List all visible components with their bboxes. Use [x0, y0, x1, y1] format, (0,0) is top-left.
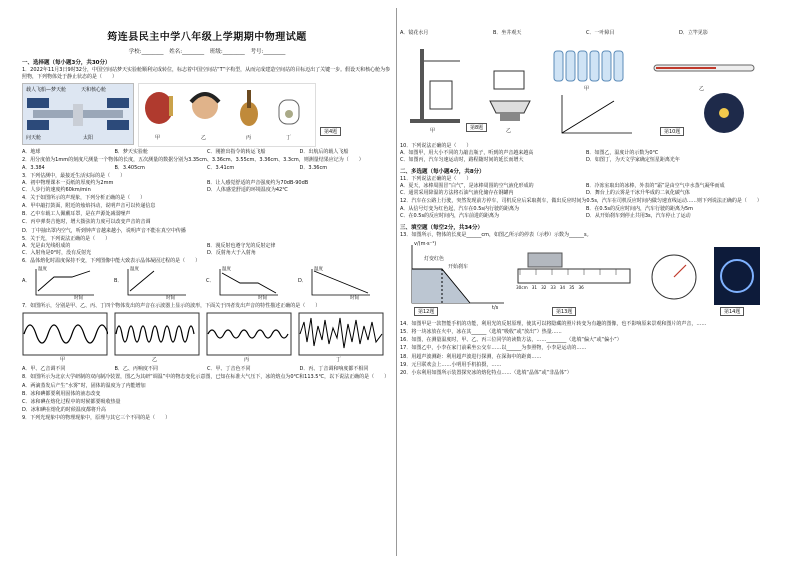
- school-field[interactable]: 学校:________: [128, 49, 164, 55]
- q6-c-ylabel: 温度: [222, 267, 231, 273]
- label-wentian: 问天舱: [26, 135, 42, 142]
- right-column: [400, 0, 772, 562]
- wave-ding: [298, 312, 384, 364]
- ruler-tick: 34: [559, 284, 566, 290]
- question-3-options: [22, 180, 392, 194]
- q4-caption: 第4题: [320, 127, 341, 136]
- q8-q10-figures: [400, 41, 772, 141]
- q7-waveforms: [22, 312, 392, 364]
- q2-option-c[interactable]: C．3.41cm: [207, 164, 235, 171]
- q12-brake-label: 开始刹车: [448, 263, 469, 270]
- name-field[interactable]: 姓名:________: [169, 49, 205, 55]
- question-2-options: [22, 165, 392, 172]
- number-field[interactable]: 考号:________: [250, 49, 286, 55]
- q6-graph-d-label: D．: [298, 278, 307, 285]
- q6-graph-c[interactable]: [206, 267, 284, 301]
- question-15: 15．将一块冰放在火中，冰在其______（选填“吸收”或“放出”）热量……: [400, 329, 562, 336]
- question-18: 18．用超声波测距：利用超声波进行探测，在深海中的距离……: [400, 353, 542, 360]
- question-5-options: [22, 243, 392, 257]
- q9-option-c[interactable]: C．一叶障目: [586, 30, 615, 36]
- question-12: 12．汽车在公路上行驶，突然发现前方停车，司机反应后采取刹车，做出反应时间为0.5s，汽车在司机反应时间内做匀速直线运动……则下列说法正确的是（ ）: [400, 198, 762, 205]
- question-10: 10．下列说法正确的是（ ）: [400, 143, 472, 149]
- q13-caption: 第13题: [552, 307, 576, 316]
- wave-jia: [22, 312, 108, 364]
- question-1: 1．2022年11月3日9时32分，中国空间站梦天实验舱顺利完成转位，标志着中国空间站“T”字构型，从而完成建造空间站的目标迈出了关键一步。假设天和核心舱为参照物，下列物体处于静止状态的是（ ）: [22, 67, 391, 81]
- section-3-heading: 三、填空题（每空2分，共34分）: [400, 224, 483, 231]
- q4-label-ding: 丁: [286, 135, 292, 142]
- wave-jia-label: 甲: [60, 357, 66, 364]
- q7-option-a[interactable]: A．甲、乙音调不同: [22, 366, 66, 373]
- q13-ruler-ticks: [516, 285, 584, 290]
- q4-option-b[interactable]: B．乙中车载工人佩戴耳罩，是在声源处减弱噪声: [22, 211, 131, 218]
- q7-option-b[interactable]: B．乙、丙响度不同: [114, 366, 158, 373]
- q12-xlabel: t/s: [492, 304, 499, 311]
- q6-d-ylabel: 温度: [314, 267, 323, 273]
- question-12-options: [400, 206, 772, 220]
- section-1-heading: 一、选择题（每小题3分，共30分）: [22, 60, 111, 66]
- class-field[interactable]: 班级:________: [209, 49, 245, 55]
- q12-q14-figures: [400, 241, 772, 319]
- q8-option-d[interactable]: D．冰和碘在熔化的时候温度都将升高: [22, 407, 106, 414]
- q6-graphs: [22, 267, 392, 301]
- wave-ding-label: 丁: [336, 357, 342, 364]
- q8-option-c[interactable]: C．冰和碘在熔化过程中的时候都要吸收热量: [22, 399, 121, 406]
- question-5: 5．关于光，下列说法正确的是（ ）: [22, 235, 111, 242]
- q14-caption: 第14题: [720, 307, 744, 316]
- wave-yi: [114, 312, 200, 364]
- q6-graph-b-label: B．: [114, 278, 123, 285]
- q2-option-b[interactable]: B．3.405cm: [114, 164, 145, 171]
- column-divider: [396, 8, 397, 556]
- q4-label-jia: 甲: [155, 135, 161, 142]
- q10-option-c[interactable]: C．如图丙，汽车匀速运动时，路程随时间的延长而增大: [400, 157, 524, 164]
- question-1-options: [22, 149, 392, 156]
- section-2-heading: 二、多选题（每小题4分，共8分）: [400, 169, 485, 176]
- label-sun: 太阳: [83, 135, 94, 142]
- q4-option-d[interactable]: D．丁中抽出罩内空气，听到钟声音越来越小，说明声音不能在真空中传播: [22, 227, 186, 234]
- question-7: 7．如图所示，分别是甲、乙、丙、丁四个物体发出的声音在示波器上显示的波形，下面关于四者发出声音的特性描述正确的是（ ）: [22, 303, 321, 310]
- q12-graph: [400, 241, 510, 319]
- question-7-options: [22, 366, 392, 373]
- q5-option-d[interactable]: D．反射角大于入射角: [207, 250, 256, 257]
- space-station-image: [22, 83, 134, 145]
- left-column: [22, 0, 392, 562]
- q12-option-b[interactable]: B．在0.5s的反应时间内，汽车行驶的距离为5m: [586, 205, 694, 212]
- q5-option-b[interactable]: B．漫反射也遵守光的反射定律: [207, 243, 276, 250]
- question-3: 3．下列估测中，最接近生活实际的是（ ）: [22, 172, 126, 179]
- q10-label-yi: 乙: [699, 86, 705, 92]
- q11-option-a[interactable]: A．夏天，冰棒周围冒“白气”，是冰棒周围的空气液化形成的: [400, 183, 534, 190]
- wave-bing: [206, 312, 292, 364]
- q10-caption: 第10题: [660, 127, 684, 136]
- q12-light-label: 灯变红色: [424, 255, 445, 262]
- question-20: 20．小东利用如图所示装置探究冰的熔化特点……（选填“晶体”或“非晶体”）: [400, 370, 572, 377]
- q2-option-a[interactable]: A．3.384: [22, 164, 45, 171]
- question-11: 11．下列说法正确的是（ ）: [400, 176, 472, 183]
- q11-option-d[interactable]: D．舞台上的云雾是干冰升华成的二氧化碳气体: [586, 190, 690, 197]
- q9-option-b[interactable]: B．坐井观天: [493, 30, 522, 36]
- q14-figure: [634, 241, 764, 319]
- ruler-tick: 31: [531, 284, 538, 290]
- q6-a-ylabel: 温度: [38, 267, 47, 273]
- q12-option-a[interactable]: A．从信号灯变为红色起，汽车在0.5s内行驶的距离为: [400, 205, 519, 212]
- q10-label-jia: 甲: [584, 86, 590, 92]
- q4-label-yi: 乙: [201, 135, 207, 142]
- question-11-options: [400, 183, 772, 197]
- q6-a-xlabel: 时间: [74, 296, 83, 302]
- question-9: 9．下列光现象中的物理现象中，原理与其它三个不同的是（ ）: [22, 415, 171, 422]
- q4-option-c[interactable]: C．丙中弹奏吉他时，增大拨弦的力度可以改变声音的音调: [22, 219, 151, 226]
- q8-caption: 第8题: [466, 123, 487, 132]
- q9-option-a[interactable]: A．镜花水月: [400, 30, 429, 36]
- question-17: 17．如图乙中，小李在家门前乘坐公交车……以______为参照物，小李是运动的……: [400, 345, 587, 352]
- q9-option-d[interactable]: D．立竿见影: [679, 30, 708, 36]
- question-2: 2．用分度值为1mm的刻度尺测量一个物体的长度，五次测量的数据分别为3.35cm、3.36cm、3.55cm、3.36cm、3.3cm，则测量结果应记为（ ）: [22, 157, 364, 164]
- q3-option-c[interactable]: C．人步行的速度约60km/min: [22, 186, 91, 193]
- question-8: 8．如图所示为北京大学研制的双向制冷装置，图乙为其研“调温”中的物态变化示意图，已知在标准大气压下，冰的熔点为0℃和113.5℃，以下说法正确的是（ ）: [22, 374, 390, 381]
- q6-graph-a[interactable]: [22, 267, 100, 301]
- q6-graph-d[interactable]: [298, 267, 376, 301]
- q10-option-d[interactable]: D．如图丁，为天文学家确定恒星距离光年: [586, 157, 680, 164]
- q5-option-c[interactable]: C．入射角是0°时，没有反射光: [22, 250, 92, 257]
- page-title: 筠连县民主中学八年级上学期期中物理试题: [107, 32, 307, 43]
- q6-graph-b[interactable]: [114, 267, 192, 301]
- wave-yi-label: 乙: [152, 357, 158, 364]
- question-9-options: [400, 30, 772, 37]
- q12-option-c[interactable]: C．在0.5s的反应时间内，汽车前进的距离为: [400, 212, 500, 219]
- label-core-module: 天和核心舱: [81, 87, 107, 94]
- q5-option-a[interactable]: A．光是由光线组成的: [22, 243, 71, 250]
- q6-graph-c-label: C．: [206, 278, 215, 285]
- q3-option-b[interactable]: B．让人感觉舒适的声音强度约为70dB-90dB: [207, 179, 309, 186]
- q6-d-xlabel: 时间: [350, 296, 359, 302]
- q12-caption: 第12题: [414, 307, 438, 316]
- q11-option-c[interactable]: C．通常采用降温的方法将石油气液化储存在钢罐内: [400, 190, 514, 197]
- q8-figure: [400, 41, 540, 136]
- q3-option-d[interactable]: D．人体感觉舒适的环境温度为42℃: [207, 186, 288, 193]
- q1-option-a[interactable]: A．地球: [22, 149, 41, 156]
- question-6: 6．晶体熔化时温度保持不变，下列图像中能大致表示晶体凝固过程的是（ ）: [22, 258, 201, 265]
- q10-option-a[interactable]: A．如图甲，用大小不同的力敲击瓶子，听到的声音越来越高: [400, 150, 534, 157]
- q6-b-ylabel: 温度: [130, 267, 139, 273]
- question-16: 16．如图，在测量温度时，甲、乙、丙三位同学的读数方法，……________（选填“偏大”或“偏小”）: [400, 337, 622, 344]
- ruler-tick: 32: [541, 284, 547, 290]
- question-19: 19．元旦联欢会上……小明用手机拍摄，……: [400, 361, 502, 368]
- student-info: [22, 47, 392, 55]
- label-crew-ship: 载人飞船—梦天舱: [26, 87, 67, 94]
- ruler-tick: 36: [578, 284, 584, 290]
- q1-option-b[interactable]: B．梦天实验舱: [114, 149, 148, 156]
- q7-option-d[interactable]: D．丙、丁音调和响度都不相同: [299, 366, 369, 373]
- q12-option-d[interactable]: D．从开始刹车到停止共用3s，汽车停止了运动: [586, 212, 691, 219]
- question-14: 14．如图甲是一款智能手机的功能，利用光的反射原理，使其可以将隐藏的照片转变为有趣的图像，也不影响原来景观和图片的声音，……: [400, 320, 707, 327]
- question-10-options: [400, 150, 772, 164]
- q10-option-b[interactable]: B．如图乙，温度计的示数为0℃: [586, 150, 659, 157]
- question-4: 4．关于如图所示的声现象，下列分析正确的是（ ）: [22, 194, 146, 201]
- ruler-tick: 30cm: [516, 284, 528, 290]
- q3-option-a[interactable]: A．初中物理课本一页纸的厚度约为2mm: [22, 179, 114, 186]
- q10-figure: [544, 41, 764, 141]
- q4-label-bing: 丙: [246, 135, 252, 142]
- q13-ruler: [512, 241, 632, 319]
- question-13: 13．如图所示，物体的长度是______cm，如图乙所示的停表（示秒）示数为______s。: [400, 231, 592, 238]
- ruler-tick: 35: [569, 284, 575, 290]
- question-1-figures: [22, 83, 392, 147]
- q8-label-yi: 乙: [506, 128, 512, 134]
- q2-option-d[interactable]: D．3.36cm: [299, 164, 328, 171]
- q4-figure: [138, 83, 316, 147]
- q1-option-c[interactable]: C．刚推出指令的转运飞船: [207, 149, 266, 156]
- q8-option-a[interactable]: A．两滴蒸发后产生“水雾”时，固体的温度为了内能增加: [22, 382, 146, 389]
- q6-graph-a-label: A．: [22, 278, 31, 285]
- q4-option-a[interactable]: A．甲中敲打鼓面，附近的烛焰抖动，说明声音可以传递信息: [22, 203, 156, 210]
- wave-bing-label: 丙: [244, 357, 250, 364]
- q6-b-xlabel: 时间: [166, 296, 175, 302]
- q12-ylabel: v/(m·s⁻¹): [414, 240, 437, 247]
- q7-option-c[interactable]: C．甲、丁音色不同: [207, 366, 251, 373]
- q8-option-b[interactable]: B．冰和碘都要利用固体的液态改变: [22, 390, 101, 397]
- ruler-tick: 33: [550, 284, 556, 290]
- q6-c-xlabel: 时间: [258, 296, 267, 302]
- q8-label-jia: 甲: [430, 128, 436, 134]
- q11-option-b[interactable]: B．冷冻室取出的冰棒，外表的“霜”是由空气中水蒸气凝华而成: [586, 183, 725, 190]
- q1-option-d[interactable]: D．出航后的载人飞船: [299, 149, 349, 156]
